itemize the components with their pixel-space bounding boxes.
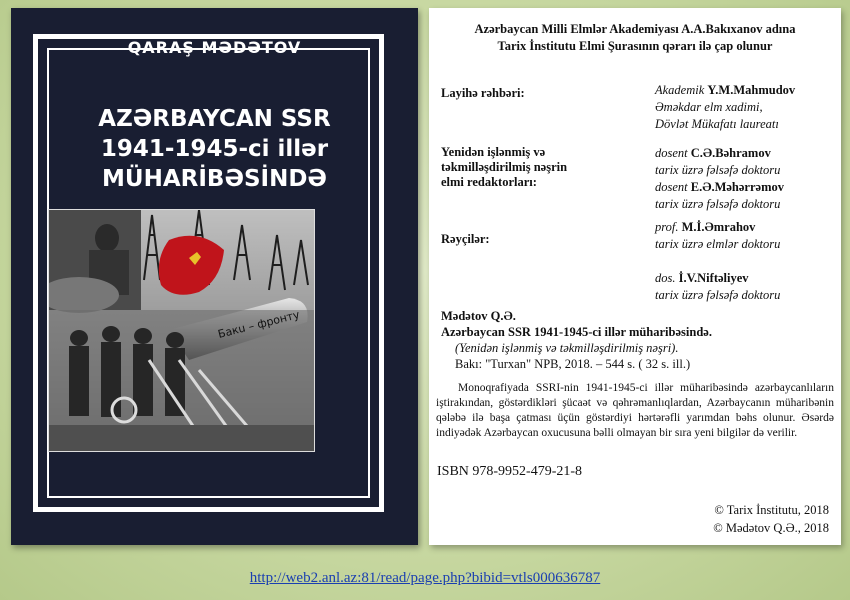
person-rank: dosent [655, 146, 688, 160]
collage-image [49, 210, 315, 452]
publisher-header-line-1: Azərbaycan Milli Elmlər Akademiyası A.A.Bakıxanov adına [474, 22, 796, 36]
cover-title-line-3: MÜHARİBƏSİNDƏ [102, 166, 327, 192]
person-desc: tarix üzrə fəlsəfə doktoru [655, 288, 781, 302]
abstract-paragraph: Monoqrafiyada SSRI-nin 1941-1945-ci illər müharibəsində azərbaycanlıların iştirakından, göstərdikləri şücaət və qəhrəmanlıqlardan, Azərbaycanın müharibənin qələbə ilə başa çatması üçün göstərdiyi hərtərəfli yarımdan bəhs olunur. Əsərdə indiyədək Azərbaycan oxucusuna bəlli olmayan bir sıra yeni bilgilər də verilir. [436, 382, 834, 439]
role-editors-line-1: Yenidən işlənmiş və [441, 145, 546, 159]
person-rank: dos. [655, 271, 676, 285]
bibliographic-record [441, 308, 712, 372]
role-project-head: Layihə rəhbəri: [441, 86, 525, 100]
biblio-author: Mədətov Q.Ə. [441, 309, 516, 323]
cover-title [11, 104, 418, 194]
person-desc: Dövlət Mükafatı laureatı [655, 117, 779, 131]
person-reviewer-1 [655, 219, 780, 253]
copyright-institute: © Tarix İnstitutu, 2018 [714, 503, 829, 517]
copyright-author: © Mədətov Q.Ə., 2018 [713, 521, 829, 535]
book-cover [11, 8, 418, 545]
person-rank: dosent [655, 180, 688, 194]
isbn: ISBN 978-9952-479-21-8 [437, 464, 583, 479]
person-desc: tarix üzrə elmlər doktoru [655, 237, 781, 251]
title-page [429, 8, 841, 545]
role-editors [441, 145, 567, 190]
cover-photo-collage [48, 209, 315, 452]
person-rank: prof. [655, 220, 679, 234]
role-reviewers: Rəyçilər: [441, 232, 490, 246]
person-editor-2 [655, 179, 784, 213]
person-desc: tarix üzrə fəlsəfə doktoru [655, 197, 781, 211]
biblio-imprint: Bakı: "Turxan" NPB, 2018. – 544 s. ( 32 s. ill.) [455, 357, 691, 371]
person-editor-1 [655, 145, 780, 179]
publisher-header-line-2: Tarix İnstitutu Elmi Şurasının qərarı ilə çap olunur [497, 39, 773, 53]
role-editors-line-3: elmi redaktorları: [441, 175, 537, 189]
person-rank: Akademik [655, 83, 705, 97]
person-desc: tarix üzrə fəlsəfə doktoru [655, 163, 781, 177]
shell-inscription: Бакu – фронту [216, 308, 301, 341]
cover-title-line-2: 1941-1945-ci illər [100, 136, 329, 162]
person-name: C.Ə.Bəhramov [690, 146, 771, 160]
person-name: İ.V.Niftəliyev [678, 271, 749, 285]
person-name: Y.M.Mahmudov [707, 83, 796, 97]
person-project-head [655, 82, 795, 133]
biblio-title: Azərbaycan SSR 1941-1945-ci illər müharibəsində. [441, 325, 712, 339]
biblio-edition: (Yenidən işlənmiş və təkmilləşdirilmiş nəşri). [455, 341, 679, 355]
person-name: E.Ə.Məhərrəmov [690, 180, 784, 194]
cover-title-line-1: AZƏRBAYCAN SSR [98, 106, 331, 132]
role-editors-line-2: təkmilləşdirilmiş nəşrin [441, 160, 568, 174]
person-desc: Əməkdar elm xadimi, [655, 100, 763, 114]
cover-author: QARAŞ MƏDƏTOV [127, 38, 302, 57]
person-name: M.İ.Əmrahov [681, 220, 756, 234]
person-reviewer-2 [655, 270, 780, 304]
source-link[interactable]: http://web2.anl.az:81/read/page.php?bibid=vtls000636787 [249, 570, 601, 586]
